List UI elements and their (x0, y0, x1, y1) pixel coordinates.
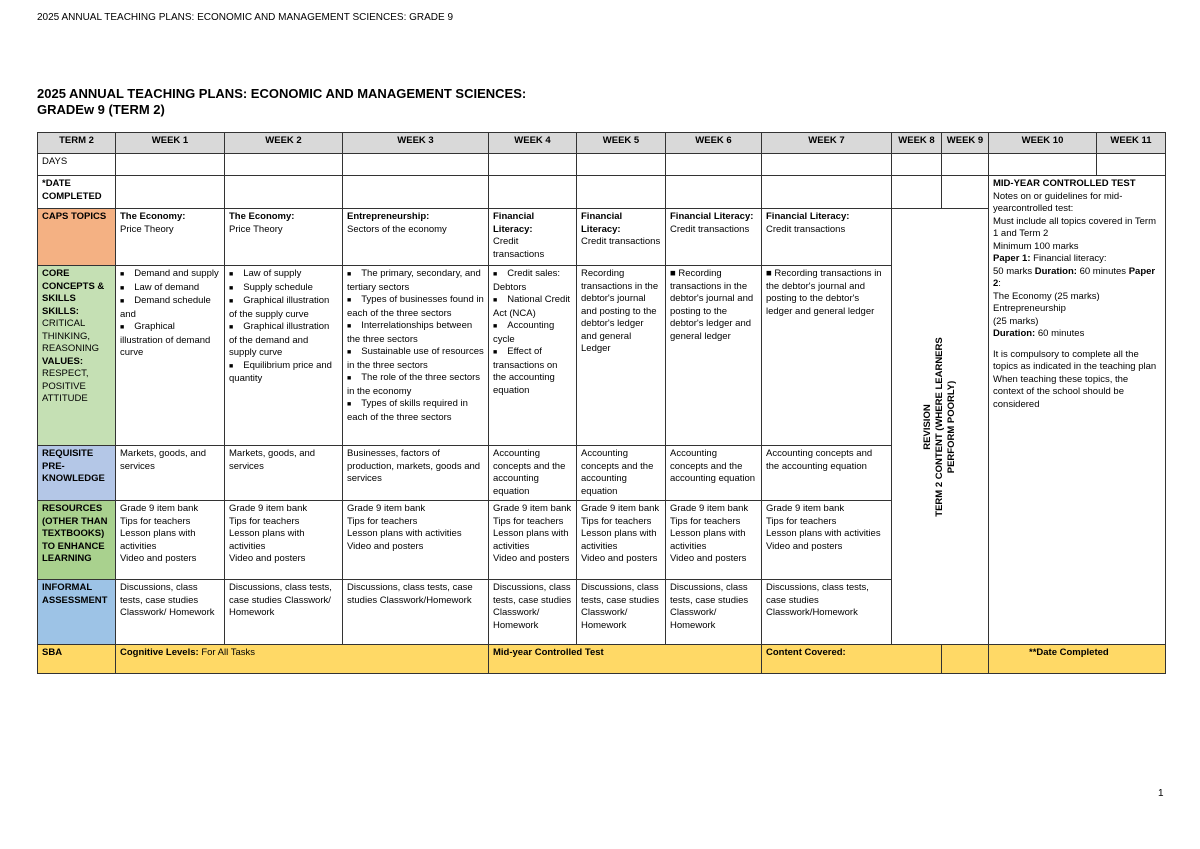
date-cell (577, 176, 666, 209)
core-concept-item: ■ The primary, secondary, and tertiary sectors (347, 268, 481, 293)
resource-item: Tips for teachers (120, 515, 191, 527)
header-week-3: WEEK 3 (343, 133, 489, 154)
date-completed-row (38, 176, 1166, 209)
square-bullet-icon: ■ (493, 271, 498, 278)
teaching-plan-table (37, 132, 1166, 674)
resource-item: Lesson plans with activities (670, 528, 746, 552)
square-bullet-icon: ■ (229, 324, 234, 331)
resource-item: Lesson plans with activities (229, 528, 305, 552)
core-concept-item: ■ Graphical illustration of demand curve (120, 321, 211, 358)
informal-cell: Discussions, class tests, case studies Classwork/Homework (343, 580, 489, 645)
square-bullet-icon: ■ (347, 401, 352, 408)
sba-row (38, 645, 1166, 674)
header-row (38, 133, 1166, 154)
resource-item: Video and posters (670, 553, 747, 564)
sba-label: SBA (38, 645, 116, 674)
resource-item: Tips for teachers (581, 515, 652, 527)
caps-topic-cell: The Economy: Price Theory (225, 209, 343, 266)
caps-topics-label: CAPS TOPICS (38, 209, 116, 266)
core-concept-item: ■ Types of businesses found in each of the three sectors (347, 294, 484, 319)
duration-label: Duration: (1034, 265, 1077, 277)
requisite-cell: Accounting concepts and the accounting equation (666, 446, 762, 501)
square-bullet-icon: ■ (347, 297, 352, 304)
requisite-cell: Markets, goods, and services (116, 446, 225, 501)
caps-topic-cell: Entrepreneurship: Sectors of the economy (343, 209, 489, 266)
core-concepts-cell (225, 266, 343, 446)
header-week-10: WEEK 10 (989, 133, 1097, 154)
days-cell (1097, 154, 1166, 176)
resource-item: Tips for teachers (229, 515, 300, 527)
square-bullet-icon: ■ (347, 271, 352, 278)
days-cell (225, 154, 343, 176)
midyear-note: Notes on or guidelines for mid-yearcontrolled test: (993, 190, 1123, 214)
paper2-economy: The Economy (25 marks) (993, 290, 1100, 302)
square-bullet-icon: ■ (120, 324, 125, 331)
resource-item: Grade 9 item bank (493, 503, 572, 514)
resources-cell (225, 501, 343, 580)
requisite-cell: Markets, goods, and services (225, 446, 343, 501)
days-cell (577, 154, 666, 176)
paper1-text: Financial literacy: (1033, 253, 1107, 264)
days-cell (942, 154, 989, 176)
days-cell (116, 154, 225, 176)
midyear-title: MID-YEAR CONTROLLED TEST (993, 178, 1136, 189)
resources-cell (577, 501, 666, 580)
paper2-entrepreneurship-marks: (25 marks) (993, 315, 1039, 327)
square-bullet-icon: ■ (347, 349, 352, 356)
resource-item: Grade 9 item bank (670, 503, 749, 514)
square-bullet-icon: ■ (229, 362, 234, 370)
midyear-test-cell: MID-YEAR CONTROLLED TEST Notes on or guidelines for mid-yearcontrolled test: Must include all topics covered in Term 1 and Term 2 Minimum 100 marks Paper 1: Financial literacy: 50 marks Duration: 60 minutes Paper 2: The Economy (25 marks) Entrepreneurship (25 marks) Duration: 60 minutes It is compulsory to complete all the topics as indicated in the teaching plan When teaching these topics, the context of the school should be considered (989, 176, 1166, 645)
revision-cell (892, 209, 989, 645)
informal-assessment-label: INFORMAL ASSESSMENT (38, 580, 116, 645)
days-cell (343, 154, 489, 176)
resource-item: Tips for teachers (493, 515, 564, 527)
resource-item: Tips for teachers (766, 515, 837, 527)
content-covered: Content Covered: (762, 645, 942, 674)
days-cell (989, 154, 1097, 176)
caps-topic-cell: Financial Literacy: Credit transactions (762, 209, 892, 266)
square-bullet-icon: ■ (347, 323, 352, 330)
informal-cell: Discussions, class tests, case studies Classwork/ Homework (489, 580, 577, 645)
core-concept-item: ■ Interrelationships between the three sectors (347, 320, 473, 345)
duration-label: Duration: (993, 328, 1036, 339)
core-concept-item: ■ Demand and supply (120, 268, 219, 279)
requisite-cell: Accounting concepts and the accounting equation (762, 446, 892, 501)
core-concept-item: ■ Sustainable use of resources in the three sectors (347, 346, 484, 371)
caps-topic-cell: Financial Literacy: Credit transactions (489, 209, 577, 266)
resource-item: Grade 9 item bank (581, 503, 660, 514)
resource-item: Lesson plans with activities (493, 528, 569, 552)
core-concept-item: ■ Law of demand (120, 281, 200, 293)
square-bullet-icon: ■ (493, 349, 498, 356)
header-week-1: WEEK 1 (116, 133, 225, 154)
resource-item: Tips for teachers (670, 515, 741, 527)
days-cell (666, 154, 762, 176)
core-concept-item: ■ Supply schedule (229, 281, 313, 293)
square-bullet-icon: ■ (229, 284, 234, 292)
days-row (38, 154, 1166, 176)
resources-label: RESOURCES (OTHER THAN TEXTBOOKS) TO ENHANCE LEARNING (38, 501, 116, 580)
resource-item: Tips for teachers (347, 515, 418, 527)
date-cell (666, 176, 762, 209)
resource-item: Video and posters (120, 553, 197, 564)
resources-cell (762, 501, 892, 580)
resources-cell (666, 501, 762, 580)
core-concept-item: ■ National Credit Act (NCA) (493, 294, 571, 319)
core-concept-item: ■ Law of supply (229, 268, 302, 279)
resource-item: Video and posters (347, 540, 424, 552)
requisite-label: REQUISITE PRE-KNOWLEDGE (38, 446, 116, 501)
caps-topic-cell: Financial Literacy: Credit transactions (577, 209, 666, 266)
square-bullet-icon: ■ (347, 375, 352, 382)
header-week-9: WEEK 9 (942, 133, 989, 154)
header-week-6: WEEK 6 (666, 133, 762, 154)
caps-topic-cell: Financial Literacy: Credit transactions (666, 209, 762, 266)
square-bullet-icon: ■ (120, 284, 125, 292)
resource-item: Grade 9 item bank (229, 503, 308, 514)
midyear-note: Must include all topics covered in Term 1 and Term 2 (993, 215, 1156, 239)
document-subtitle: GRADEw 9 (TERM 2) (37, 102, 165, 117)
header-term: TERM 2 (38, 133, 116, 154)
core-concepts-cell: ■ Recording transactions in the debtor's journal and posting to the debtor's ledger and general ledger (666, 266, 762, 446)
date-cell (762, 176, 892, 209)
square-bullet-icon: ■ (493, 297, 498, 304)
page-header: 2025 ANNUAL TEACHING PLANS: ECONOMIC AND MANAGEMENT SCIENCES: GRADE 9 (37, 12, 454, 23)
paper2-label: Paper 2 (993, 265, 1156, 289)
resource-item: Video and posters (581, 553, 658, 564)
date-cell (343, 176, 489, 209)
resources-cell (343, 501, 489, 580)
date-cell (116, 176, 225, 209)
caps-topic-cell: The Economy: Price Theory (116, 209, 225, 266)
days-label: DAYS (38, 154, 116, 176)
paper2-duration: 60 minutes (1037, 328, 1085, 339)
resources-cell (489, 501, 577, 580)
core-concepts-label: CORE CONCEPTS & SKILLS SKILLS: CRITICAL THINKING, REASONING VALUES: RESPECT, POSITIVE ATTITUDE (38, 266, 116, 446)
informal-cell: Discussions, class tests, case studies Classwork/ Homework (666, 580, 762, 645)
paper2-entrepreneurship: Entrepreneurship (993, 303, 1066, 314)
resource-item: Video and posters (493, 553, 570, 564)
days-cell (892, 154, 942, 176)
informal-cell: Discussions, class tests, case studies Classwork/ Homework (577, 580, 666, 645)
header-week-2: WEEK 2 (225, 133, 343, 154)
date-cell (489, 176, 577, 209)
date-completed-label: *DATE COMPLETED (38, 176, 116, 209)
core-concept-item: ■ Effect of transactions on the accounting equation (493, 346, 558, 396)
header-week-4: WEEK 4 (489, 133, 577, 154)
core-concept-item: ■ Graphical illustration of the supply curve (229, 295, 330, 320)
resource-item: Lesson plans with activities (581, 528, 657, 552)
square-bullet-icon: ■ (670, 268, 679, 279)
resource-item: Lesson plans with activities (347, 528, 462, 539)
header-week-5: WEEK 5 (577, 133, 666, 154)
resource-item: Grade 9 item bank (347, 503, 426, 514)
requisite-cell: Accounting concepts and the accounting equation (577, 446, 666, 501)
midyear-note: When teaching these topics, the context of the school should be considered (993, 373, 1129, 410)
core-concepts-cell: Recording transactions in the debtor's journal and posting to the debtor's ledger and general Ledger (577, 266, 666, 446)
resource-item: Grade 9 item bank (120, 503, 199, 514)
requisite-cell: Accounting concepts and the accounting equation (489, 446, 577, 501)
core-concept-item: ■ The role of the three sectors in the economy (347, 372, 481, 397)
header-week-8: WEEK 8 (892, 133, 942, 154)
days-cell (762, 154, 892, 176)
paper1-marks: 50 marks (993, 265, 1033, 277)
core-concept-item: ■ Equilibrium price and quantity (229, 359, 332, 384)
paper1-label: Paper 1: (993, 253, 1031, 264)
square-bullet-icon: ■ (120, 271, 125, 278)
resource-item: Lesson plans with activities (766, 528, 881, 539)
midyear-note: Minimum 100 marks (993, 240, 1079, 252)
square-bullet-icon: ■ (229, 271, 234, 278)
core-concept-item: ■ Graphical illustration of the demand and supply curve (229, 321, 330, 358)
core-concept-item: ■ Demand schedule and (120, 295, 211, 320)
date-completed-sba: **Date Completed (989, 645, 1166, 674)
square-bullet-icon: ■ (766, 268, 775, 279)
date-cell (892, 176, 942, 209)
square-bullet-icon: ■ (229, 298, 234, 305)
resource-item: Grade 9 item bank (766, 503, 845, 514)
revision-text: REVISION TERM 2 CONTENT (WHERE LEARNERS PERFORM POORLY) (922, 336, 957, 517)
sba-blank (942, 645, 989, 674)
core-concepts-cell (116, 266, 225, 446)
informal-cell: Discussions, class tests, case studies Classwork/Homework (762, 580, 892, 645)
header-week-7: WEEK 7 (762, 133, 892, 154)
core-concept-item: ■ Types of skills required in each of the three sectors (347, 398, 468, 423)
core-concepts-cell (343, 266, 489, 446)
core-concepts-cell: ■ Recording transactions in the debtor's journal and posting to the debtor's ledger and general ledger (762, 266, 892, 446)
days-cell (489, 154, 577, 176)
document-title: 2025 ANNUAL TEACHING PLANS: ECONOMIC AND MANAGEMENT SCIENCES: (37, 86, 527, 101)
cognitive-levels: Cognitive Levels: For All Tasks (116, 645, 489, 674)
core-concept-item: ■ Accounting cycle (493, 320, 555, 345)
requisite-cell: Businesses, factors of production, markets, goods and services (343, 446, 489, 501)
paper1-duration: 60 minutes (1079, 265, 1127, 277)
resource-item: Video and posters (229, 553, 306, 564)
square-bullet-icon: ■ (120, 298, 125, 305)
page-number: 1 (1158, 788, 1164, 799)
date-cell (225, 176, 343, 209)
midyear-controlled-test: Mid-year Controlled Test (489, 645, 762, 674)
core-concept-item: ■ Credit sales: Debtors (493, 268, 561, 293)
resource-item: Lesson plans with activities (120, 528, 196, 552)
informal-cell: Discussions, class tests, case studies Classwork/ Homework (225, 580, 343, 645)
midyear-note: It is compulsory to complete all the topics as indicated in the teaching plan (993, 348, 1157, 372)
resource-item: Video and posters (766, 540, 843, 552)
informal-cell: Discussions, class tests, case studies Classwork/ Homework (116, 580, 225, 645)
date-cell (942, 176, 989, 209)
core-concepts-cell (489, 266, 577, 446)
header-week-11: WEEK 11 (1097, 133, 1166, 154)
resources-cell (116, 501, 225, 580)
square-bullet-icon: ■ (493, 323, 498, 330)
